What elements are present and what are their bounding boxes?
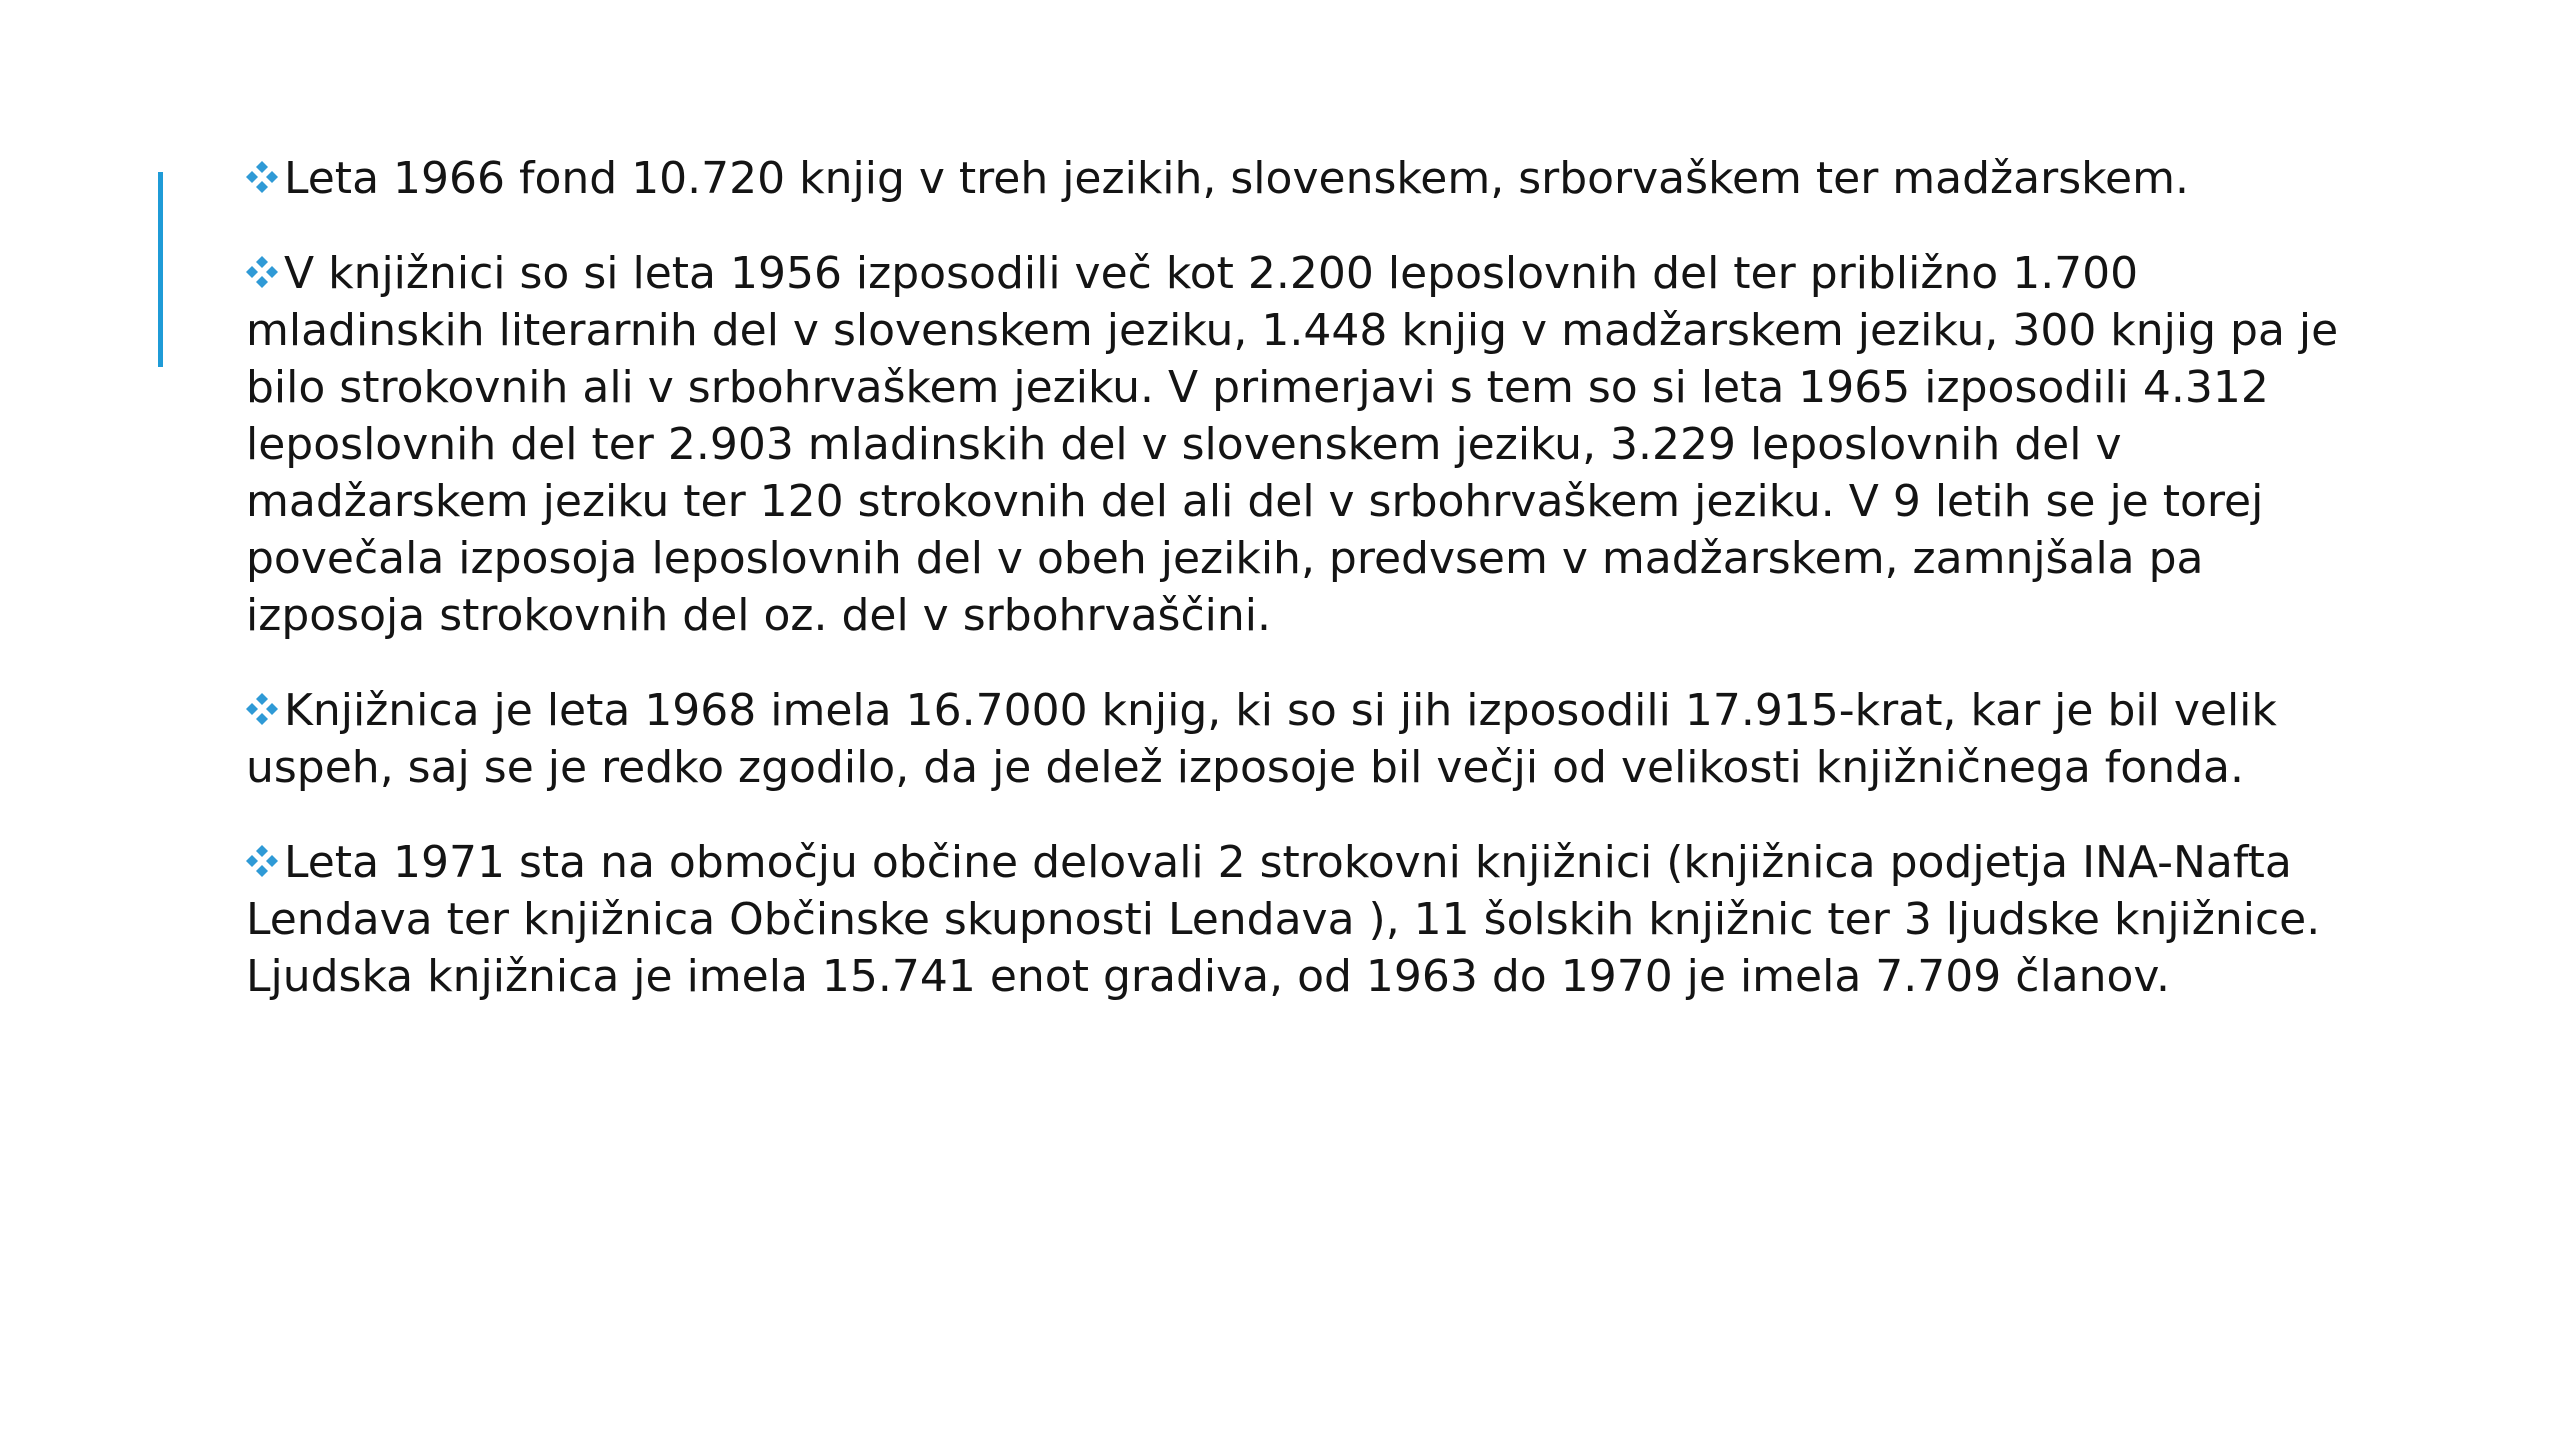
four-diamonds-icon	[242, 252, 282, 292]
bullet-item-3	[230, 682, 2340, 796]
accent-line	[158, 172, 163, 367]
bullet-text: V knjižnici so si leta 1956 izposodili več kot 2.200 leposlovnih del ter približno 1.700 mladinskih literarnih del v slovenskem jeziku, 1.448 knjig v madžarskem jeziku, 300 knjig pa je bilo strokovnih ali v srbohrvaškem jeziku. V primerjavi s tem so si leta 1965 izposodili 4.312 leposlovnih del ter 2.903 mladinskih del v slovenskem jeziku, 3.229 leposlovnih del v madžarskem jeziku ter 120 strokovnih del ali del v srbohrvaškem jeziku. V 9 letih se je torej povečala izposoja leposlovnih del v obeh jezikih, predvsem v madžarskem, zamnjšala pa izposoja strokovnih del oz. del v srbohrvaščini.	[246, 248, 2339, 641]
bullet-text: Leta 1971 sta na območju občine delovali 2 strokovni knjižnici (knjižnica podjetja INA-Nafta Lendava ter knjižnica Občinske skupnosti Lendava ), 11 šolskih knjižnic ter 3 ljudske knjižnice. Ljudska knjižnica je imela 15.741 enot gradiva, od 1963 do 1970 je imela 7.709 članov.	[246, 837, 2321, 1002]
four-diamonds-icon	[242, 841, 282, 881]
slide-body	[230, 150, 2340, 1043]
bullet-text: Knjižnica je leta 1968 imela 16.7000 knjig, ki so si jih izposodili 17.915-krat, kar je bil velik uspeh, saj se je redko zgodilo, da je delež izposoje bil večji od velikosti knjižničnega fonda.	[246, 685, 2277, 793]
bullet-item-1	[230, 150, 2340, 207]
four-diamonds-icon	[242, 157, 282, 197]
bullet-item-4	[230, 834, 2340, 1005]
bullet-text: Leta 1966 fond 10.720 knjig v treh jezikih, slovenskem, srborvaškem ter madžarskem.	[284, 153, 2189, 204]
bullet-item-2	[230, 245, 2340, 644]
four-diamonds-icon	[242, 689, 282, 729]
